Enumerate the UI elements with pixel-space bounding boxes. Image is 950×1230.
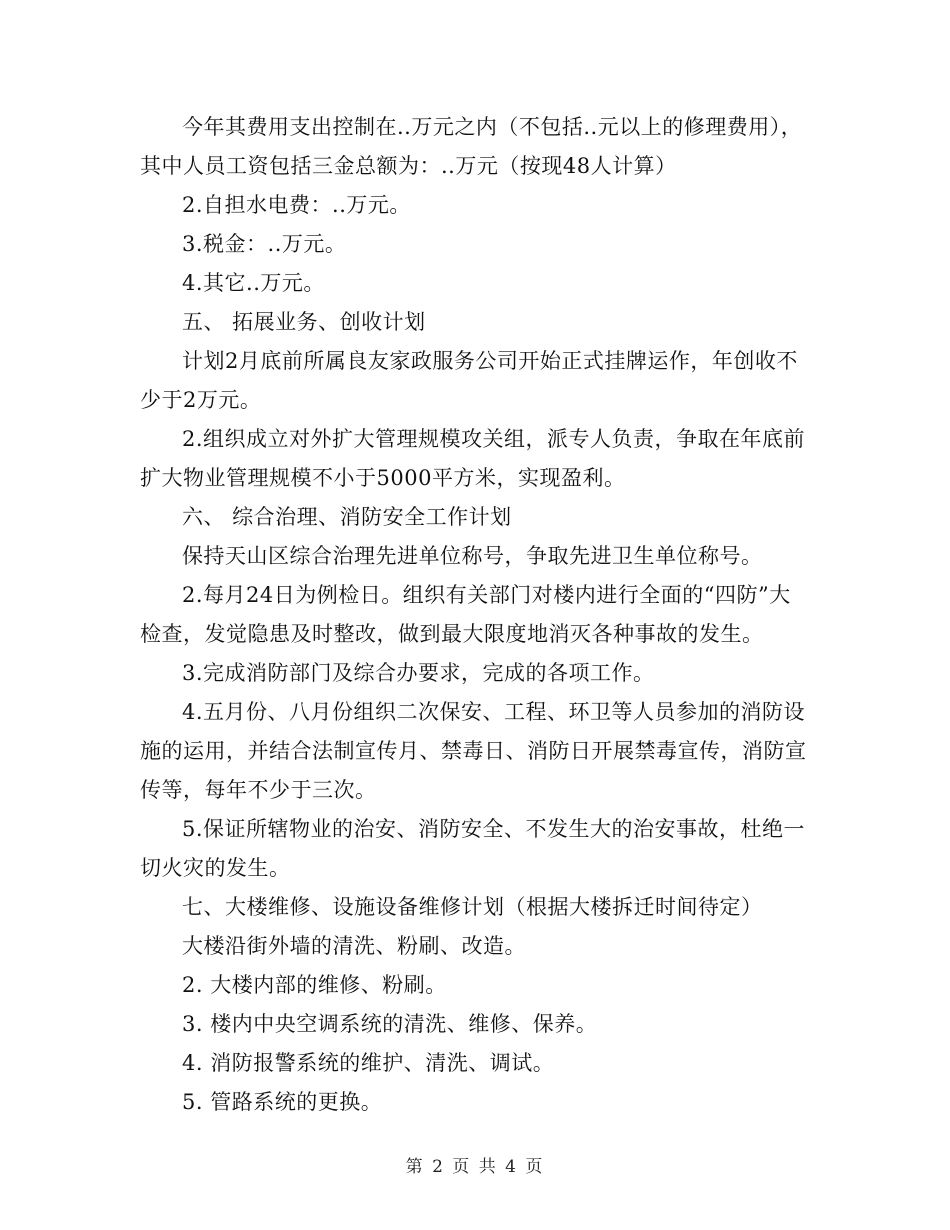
paragraph: 5.保证所辖物业的治安、消防安全、不发生大的治安事故，杜绝一切火灾的发生。 (140, 817, 806, 880)
paragraph: 大楼沿街外墙的清洗、粉刷、改造。 (182, 934, 526, 958)
section-heading: 六、 综合治理、消防安全工作计划 (182, 505, 512, 529)
section-heading: 五、 拓展业务、创收计划 (182, 310, 426, 334)
document-body (140, 108, 808, 1122)
paragraph: 4.其它..万元。 (182, 271, 325, 295)
paragraph: 2.每月24日为例检日。组织有关部门对楼内进行全面的“四防”大检查，发觉隐患及时整改，做到最大限度地消灭各种事故的发生。 (140, 583, 791, 646)
section-heading: 七、大楼维修、设施设备维修计划（根据大楼拆迁时间待定） (182, 895, 763, 919)
paragraph: 今年其费用支出控制在..万元之内（不包括..元以上的修理费用），其中人员工资包括三金总额为：..万元（按现48人计算） (140, 115, 803, 178)
paragraph: 2. 大楼内部的维修、粉刷。 (182, 973, 447, 997)
paragraph: 4. 消防报警系统的维护、清洗、调试。 (182, 1051, 555, 1075)
paragraph: 3.完成消防部门及综合办要求，完成的各项工作。 (182, 661, 655, 685)
paragraph: 3. 楼内中央空调系统的清洗、维修、保养。 (182, 1012, 598, 1036)
paragraph: 4.五月份、八月份组织二次保安、工程、环卫等人员参加的消防设施的运用，并结合法制宣传月、禁毒日、消防日开展禁毒宣传，消防宣传等，每年不少于三次。 (140, 700, 807, 802)
paragraph: 保持天山区综合治理先进单位称号，争取先进卫生单位称号。 (182, 544, 763, 568)
paragraph: 5. 管路系统的更换。 (182, 1090, 383, 1114)
paragraph: 计划2月底前所属良友家政服务公司开始正式挂牌运作，年创收不少于2万元。 (140, 349, 798, 412)
paragraph: 2.自担水电费：..万元。 (182, 193, 411, 217)
page-number-footer: 第 2 页 共 4 页 (405, 1157, 545, 1177)
paragraph: 3.税金：..万元。 (182, 232, 347, 256)
paragraph: 2.组织成立对外扩大管理规模攻关组，派专人负责，争取在年底前扩大物业管理规模不小于5000平方米，实现盈利。 (140, 427, 806, 490)
